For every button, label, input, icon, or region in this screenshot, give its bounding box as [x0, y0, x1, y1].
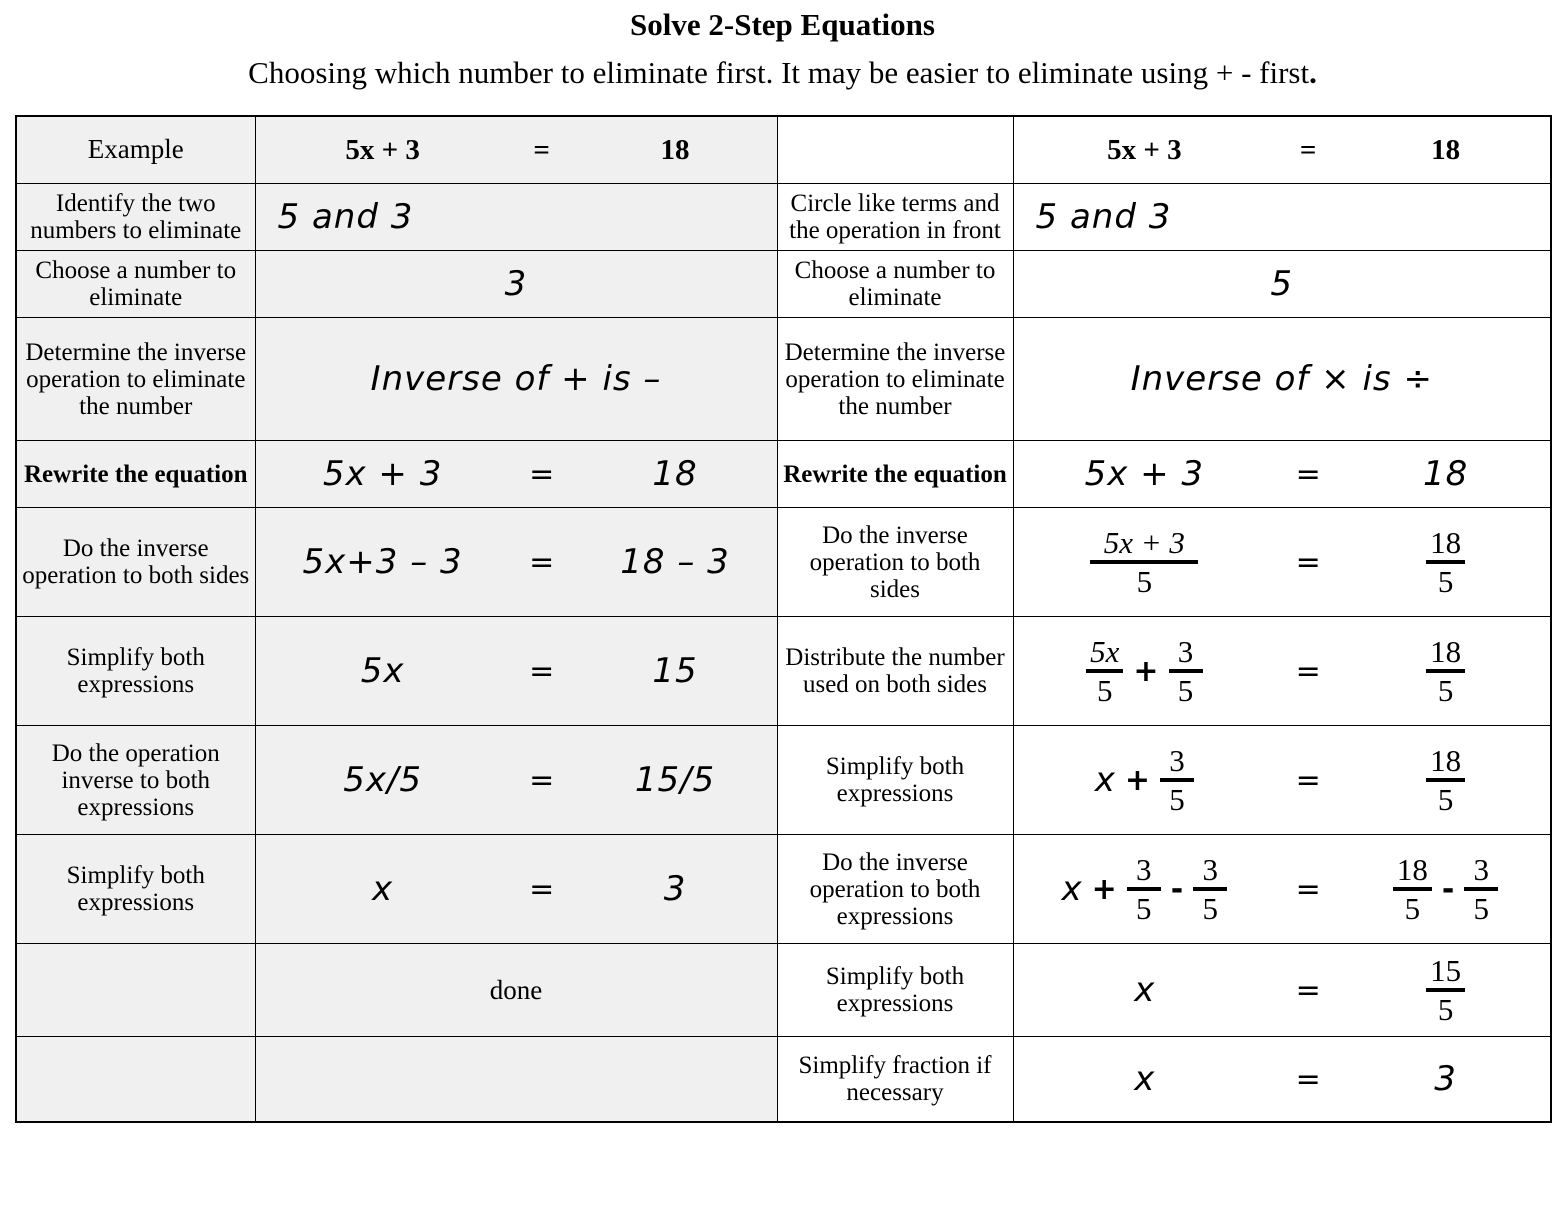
step-label-right-3	[777, 318, 1013, 441]
fraction-denominator: 5	[1437, 992, 1454, 1028]
step-label-text: Do the inverse operation to both expressions	[809, 848, 981, 930]
step-work-left-7	[255, 726, 777, 835]
expression-lhs	[1061, 852, 1227, 927]
step-label-right-8	[777, 835, 1013, 944]
example-rhs-right: 18	[1431, 133, 1461, 166]
table-row	[16, 441, 1551, 508]
variable-x: x	[1134, 1059, 1155, 1100]
step-label-text: Circle like terms and the operation in front	[789, 190, 1001, 245]
fraction-denominator: 5	[1136, 564, 1153, 600]
step-label-text: Do the inverse operation to both sides	[809, 521, 981, 603]
fraction-rhs	[1426, 525, 1465, 600]
step-work-right-7	[1013, 726, 1551, 835]
fraction-rhs	[1426, 743, 1465, 818]
step-label-right-6	[777, 617, 1013, 726]
variable-x: x	[1134, 970, 1155, 1011]
step-label-text: Rewrite the equation	[23, 460, 248, 488]
fraction-denominator: 5	[1437, 673, 1454, 709]
step-label-text: Determine the inverse operation to eliminate the number	[784, 338, 1006, 420]
plus-sign: +	[1091, 871, 1117, 907]
expression-lhs	[1086, 634, 1202, 709]
step-label-right-4	[777, 441, 1013, 508]
table-row	[16, 726, 1551, 835]
answer-text: Inverse of + is –	[370, 359, 662, 400]
table-row	[16, 184, 1551, 251]
fraction-denominator: 5	[1169, 782, 1185, 818]
page-title: Solve 2-Step Equations	[630, 7, 935, 42]
right-header-label-cell	[777, 116, 1013, 184]
answer-lhs: 5x + 3	[322, 454, 443, 495]
equals-sign: =	[529, 653, 555, 689]
step-label-left-7	[16, 726, 255, 835]
minus-sign: -	[1441, 871, 1455, 907]
table-row	[16, 1037, 1551, 1123]
fraction-denominator: 5	[1177, 673, 1194, 709]
step-work-left-3	[255, 318, 777, 441]
fraction-b	[1160, 743, 1194, 818]
fraction-numerator: 3	[1177, 634, 1194, 670]
step-work-right-5	[1013, 508, 1551, 617]
answer-text: 5 and 3	[1035, 197, 1172, 238]
step-label-right-1	[777, 184, 1013, 251]
answer-rhs: 18 – 3	[620, 542, 730, 583]
step-work-left-10	[255, 1037, 777, 1123]
fraction-numerator: 18	[1430, 634, 1462, 670]
fraction-numerator: 3	[1202, 852, 1218, 888]
table-row	[16, 835, 1551, 944]
equals-sign: =	[529, 871, 555, 907]
step-label-left-8	[16, 835, 255, 944]
step-label-text: Distribute the number used on both sides	[785, 644, 1005, 699]
step-work-right-6	[1013, 617, 1551, 726]
step-label-left-1	[16, 184, 255, 251]
variable-x: x	[1061, 869, 1082, 910]
step-work-left-6	[255, 617, 777, 726]
answer-rhs: 3	[1434, 1059, 1457, 1100]
equals-sign: =	[529, 544, 555, 580]
step-work-right-2	[1013, 251, 1551, 318]
step-work-left-9	[255, 944, 777, 1037]
fraction-numerator: 18	[1396, 852, 1428, 888]
step-label-right-9	[777, 944, 1013, 1037]
table-row	[16, 617, 1551, 726]
table-row	[16, 116, 1551, 184]
fraction-denominator: 5	[1437, 782, 1454, 818]
answer-lhs: 5x/5	[343, 760, 423, 801]
answer-text: Inverse of × is ÷	[1130, 359, 1433, 400]
table-row	[16, 944, 1551, 1037]
step-label-left-10	[16, 1037, 255, 1123]
expression-rhs	[1393, 852, 1498, 927]
expression-lhs	[1094, 743, 1194, 818]
fraction-lhs	[1090, 525, 1198, 600]
page-subtitle-main: Choosing which number to eliminate first. It may be easier to eliminate using + - first	[248, 54, 1310, 90]
fraction-b	[1464, 852, 1498, 927]
example-op-right: =	[1299, 133, 1317, 166]
step-work-right-4	[1013, 441, 1551, 508]
answer-rhs: 18	[652, 454, 698, 495]
fraction-denominator: 5	[1202, 891, 1218, 927]
answer-text: 5 and 3	[277, 197, 414, 238]
answer-lhs: 5x	[360, 651, 405, 692]
step-work-right-9	[1013, 944, 1551, 1037]
equals-sign: =	[1295, 762, 1321, 798]
solve-steps-table	[15, 115, 1552, 1123]
minus-sign: -	[1170, 871, 1184, 907]
example-equation-cell-right	[1013, 116, 1551, 184]
step-label-right-5	[777, 508, 1013, 617]
step-label-left-6	[16, 617, 255, 726]
equals-sign: =	[529, 456, 555, 492]
step-label-left-4	[16, 441, 255, 508]
fraction-b	[1169, 634, 1203, 709]
fraction-numerator: 3	[1135, 852, 1152, 888]
equals-sign: =	[1295, 972, 1321, 1008]
step-work-left-5	[255, 508, 777, 617]
step-label-text: Simplify both expressions	[825, 963, 965, 1018]
fraction-numerator: 15	[1430, 953, 1462, 989]
answer-lhs: x	[372, 869, 394, 910]
fraction-a	[1086, 634, 1123, 709]
answer-text: 5	[1270, 264, 1294, 305]
page-subtitle-tail: .	[1309, 54, 1317, 90]
worksheet-header	[0, 0, 1565, 93]
done-text: done	[489, 974, 543, 1005]
equals-sign: =	[1295, 653, 1321, 689]
fraction-denominator: 5	[1135, 891, 1152, 927]
fraction-numerator: 3	[1169, 743, 1185, 779]
step-label-text: Rewrite the equation	[783, 460, 1007, 488]
worksheet-table-container	[15, 115, 1550, 1123]
step-label-right-7	[777, 726, 1013, 835]
plus-sign: +	[1124, 762, 1150, 798]
example-lhs-left: 5x + 3	[345, 133, 420, 166]
fraction-numerator: 5x	[1090, 634, 1120, 670]
example-rhs-left: 18	[660, 133, 690, 166]
table-row	[16, 508, 1551, 617]
fraction-b	[1193, 852, 1227, 927]
step-work-right-1	[1013, 184, 1551, 251]
table-row	[16, 251, 1551, 318]
example-equation-cell-left	[255, 116, 777, 184]
fraction-numerator: 3	[1473, 852, 1490, 888]
fraction-a	[1393, 852, 1432, 927]
equals-sign: =	[1295, 1061, 1321, 1097]
step-label-text: Simplify both expressions	[66, 862, 205, 917]
answer-rhs: 18	[1422, 454, 1469, 495]
step-work-right-8	[1013, 835, 1551, 944]
step-work-left-8	[255, 835, 777, 944]
step-label-text: Simplify both expressions	[825, 753, 965, 808]
step-label-right-2	[777, 251, 1013, 318]
equals-sign: =	[1295, 544, 1321, 580]
step-label-text: Identify the two numbers to eliminate	[30, 190, 242, 245]
step-work-left-2	[255, 251, 777, 318]
step-label-text: Determine the inverse operation to eliminate the number	[25, 338, 247, 420]
fraction-denominator: 5	[1437, 564, 1454, 600]
step-label-text: Do the operation inverse to both expressions	[51, 739, 220, 821]
fraction-denominator: 5	[1404, 891, 1421, 927]
fraction-rhs	[1426, 634, 1465, 709]
fraction-numerator: 5x + 3	[1103, 525, 1185, 561]
step-label-left-5	[16, 508, 255, 617]
step-label-left-9	[16, 944, 255, 1037]
plus-sign: +	[1133, 653, 1159, 689]
fraction-denominator: 5	[1097, 673, 1113, 709]
page-subtitle	[0, 53, 1565, 93]
example-label-cell	[16, 116, 255, 184]
equals-sign: =	[529, 762, 555, 798]
step-label-left-2	[16, 251, 255, 318]
answer-rhs: 15	[652, 651, 698, 692]
fraction-numerator: 18	[1430, 743, 1462, 779]
example-label: Example	[87, 134, 184, 165]
fraction-a	[1127, 852, 1161, 927]
step-label-text: Simplify fraction if necessary	[798, 1052, 992, 1107]
step-label-right-10	[777, 1037, 1013, 1123]
step-work-right-3	[1013, 318, 1551, 441]
step-work-left-1	[255, 184, 777, 251]
step-label-text: Choose a number to eliminate	[794, 257, 996, 312]
fraction-numerator: 18	[1430, 525, 1462, 561]
fraction-denominator: 5	[1473, 891, 1490, 927]
fraction-rhs	[1426, 953, 1465, 1028]
step-label-text: Do the inverse operation to both sides	[22, 535, 250, 590]
answer-lhs: 5x+3 – 3	[302, 542, 463, 583]
answer-lhs: 5x + 3	[1084, 454, 1205, 495]
equals-sign: =	[1295, 456, 1321, 492]
step-label-left-3	[16, 318, 255, 441]
answer-rhs: 3	[663, 869, 687, 910]
example-lhs-right: 5x + 3	[1107, 133, 1182, 166]
example-op-left: =	[533, 133, 550, 166]
step-label-text: Simplify both expressions	[66, 644, 205, 699]
step-work-right-10	[1013, 1037, 1551, 1123]
step-work-left-4	[255, 441, 777, 508]
table-row	[16, 318, 1551, 441]
answer-rhs: 15/5	[634, 760, 716, 801]
equals-sign: =	[1295, 871, 1321, 907]
variable-x: x	[1094, 760, 1115, 801]
step-label-text: Choose a number to eliminate	[35, 257, 237, 312]
answer-text: 3	[504, 264, 528, 305]
